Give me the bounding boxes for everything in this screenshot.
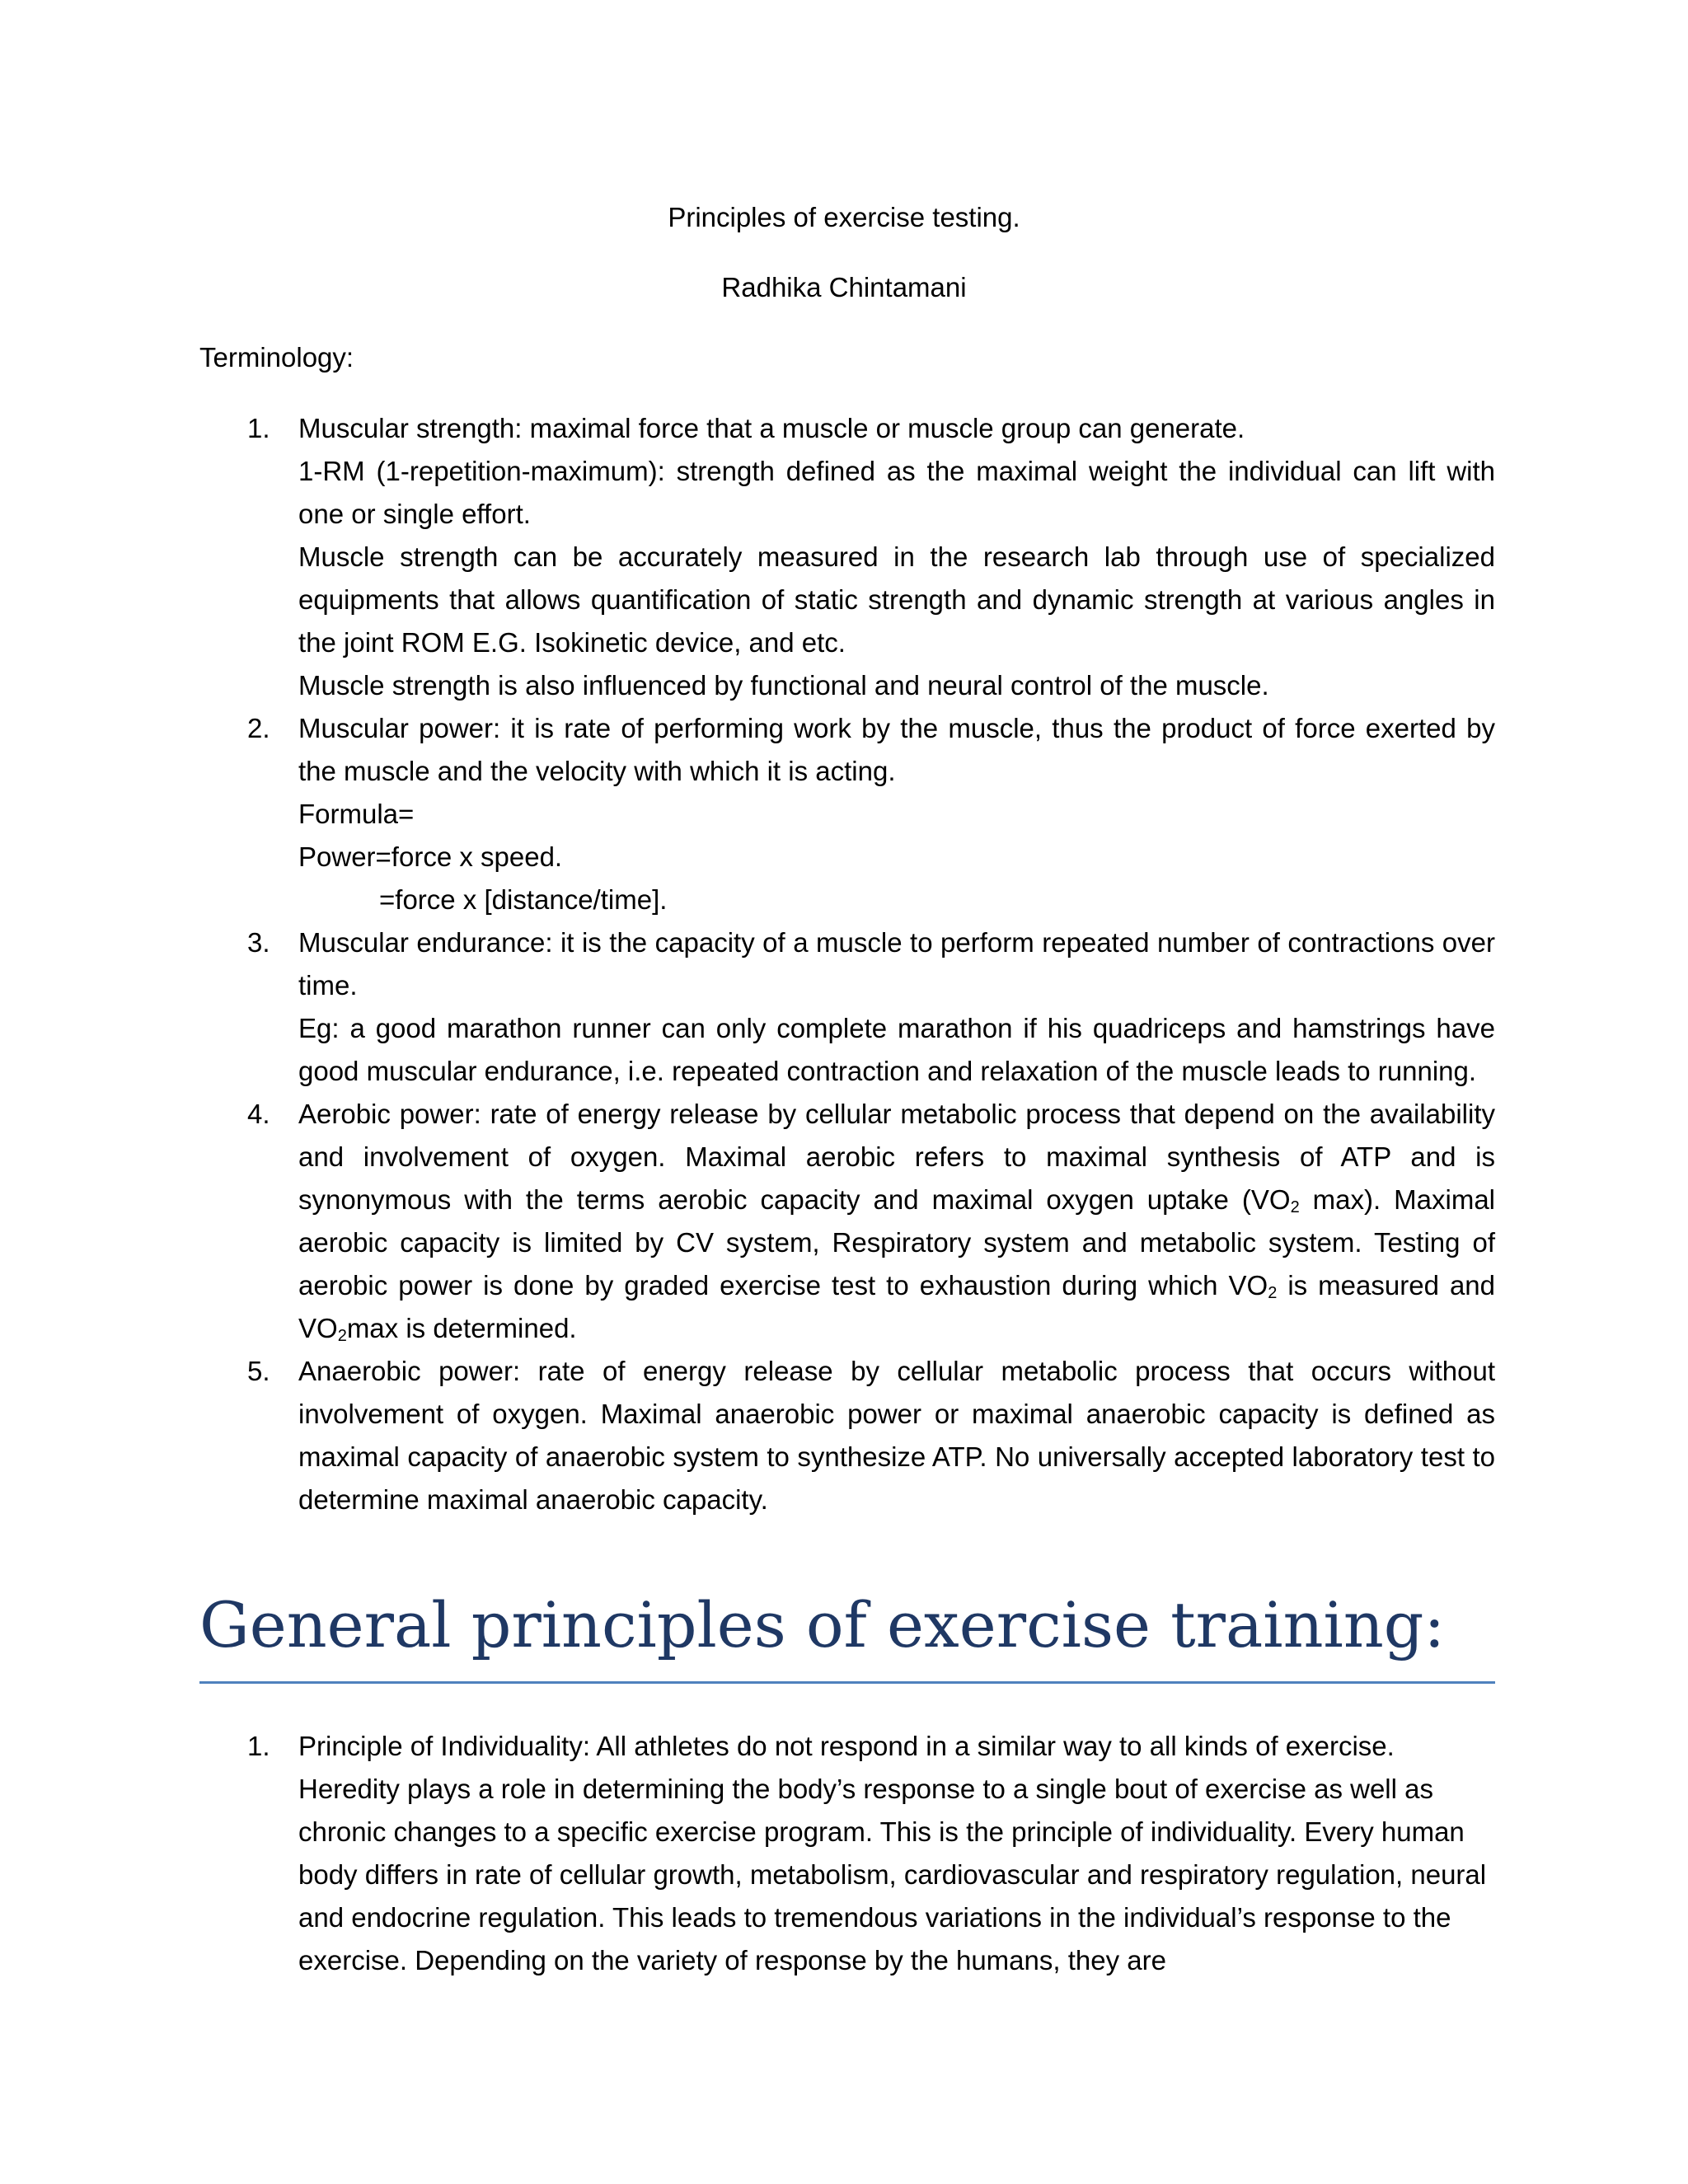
formula-label: Formula= xyxy=(298,799,415,829)
terminology-list xyxy=(199,407,1495,1521)
list-item xyxy=(199,707,1495,921)
formula-line: =force x [distance/time]. xyxy=(379,884,668,915)
list-number: 1. xyxy=(247,1731,270,1761)
text-run: Aerobic power: rate of energy release by cellular metabolic process that depend on the availability and involvement of oxygen. Maximal aerobic refers to maximal synthesis of ATP and is synonymous with the terms aerobic capacity and maximal oxygen uptake (VO xyxy=(298,1099,1495,1215)
list-number: 1. xyxy=(247,413,270,443)
heading-underline xyxy=(199,1681,1495,1684)
subscript: 2 xyxy=(1268,1284,1278,1302)
subscript: 2 xyxy=(1290,1198,1300,1216)
principles-list xyxy=(199,1725,1495,1982)
list-item xyxy=(199,1093,1495,1350)
text-run: max). Maximal aerobic capacity is limited by CV system, Respiratory system and metabolic system. Testing of aerobic power is done by graded exercise test to exhaustion during which VO xyxy=(298,1184,1496,1301)
list-number: 5. xyxy=(247,1356,270,1386)
text-run: max is determined. xyxy=(346,1313,577,1343)
list-number: 2. xyxy=(247,713,270,743)
list-number: 4. xyxy=(247,1099,270,1129)
section-heading: General principles of exercise training: xyxy=(199,1588,1446,1661)
term-definition: Muscular strength: maximal force that a muscle or muscle group can generate. xyxy=(298,413,1245,443)
list-item xyxy=(199,921,1495,1093)
list-number: 3. xyxy=(247,927,270,958)
list-item xyxy=(199,407,1495,707)
formula-line: Power=force x speed. xyxy=(298,841,563,872)
term-paragraph: 1-RM (1-repetition-maximum): strength defined as the maximal weight the individual can lift with one or single effort. xyxy=(298,456,1495,529)
term-definition: Muscular power: it is rate of performing work by the muscle, thus the product of force exerted by the muscle and the velocity with which it is acting. xyxy=(298,713,1495,786)
principle-text: Principle of Individuality: All athletes do not respond in a similar way to all kinds of exercise. Heredity plays a role in determining the body’s response to a single bout of exercise as well as chronic changes to a specific exercise program. This is the principle of individuality. Every human body differs in rate of cellular growth, metabolism, cardiovascular and respiratory regulation, neural and endocrine regulation. This leads to tremendous variations in the individual’s response to the exercise. Depending on the variety of response by the humans, they are xyxy=(298,1731,1487,1975)
document-author: Radhika Chintamani xyxy=(721,272,967,302)
term-definition xyxy=(298,1093,1495,1350)
document-title: Principles of exercise testing. xyxy=(668,202,1020,232)
subscript: 2 xyxy=(337,1327,347,1345)
term-paragraph: Muscle strength is also influenced by functional and neural control of the muscle. xyxy=(298,670,1269,701)
term-paragraph: Muscle strength can be accurately measured in the research lab through use of specialized equipments that allows quantification of static strength and dynamic strength at various angles in the joint ROM E.G. Isokinetic device, and etc. xyxy=(298,541,1495,658)
terminology-label: Terminology: xyxy=(199,342,354,373)
list-item xyxy=(199,1725,1495,1982)
term-paragraph: Eg: a good marathon runner can only complete marathon if his quadriceps and hamstrings have good muscular endurance, i.e. repeated contraction and relaxation of the muscle leads to running. xyxy=(298,1013,1495,1086)
list-item xyxy=(199,1350,1495,1521)
term-definition: Anaerobic power: rate of energy release by cellular metabolic process that occurs without involvement of oxygen. Maximal anaerobic power or maximal anaerobic capacity is defined as maximal capacity of anaerobic system to synthesize ATP. No universally accepted laboratory test to determine maximal anaerobic capacity. xyxy=(298,1356,1495,1515)
text-run: is measured and VO xyxy=(298,1270,1496,1343)
term-definition: Muscular endurance: it is the capacity of a muscle to perform repeated number of contractions over time. xyxy=(298,927,1495,1001)
